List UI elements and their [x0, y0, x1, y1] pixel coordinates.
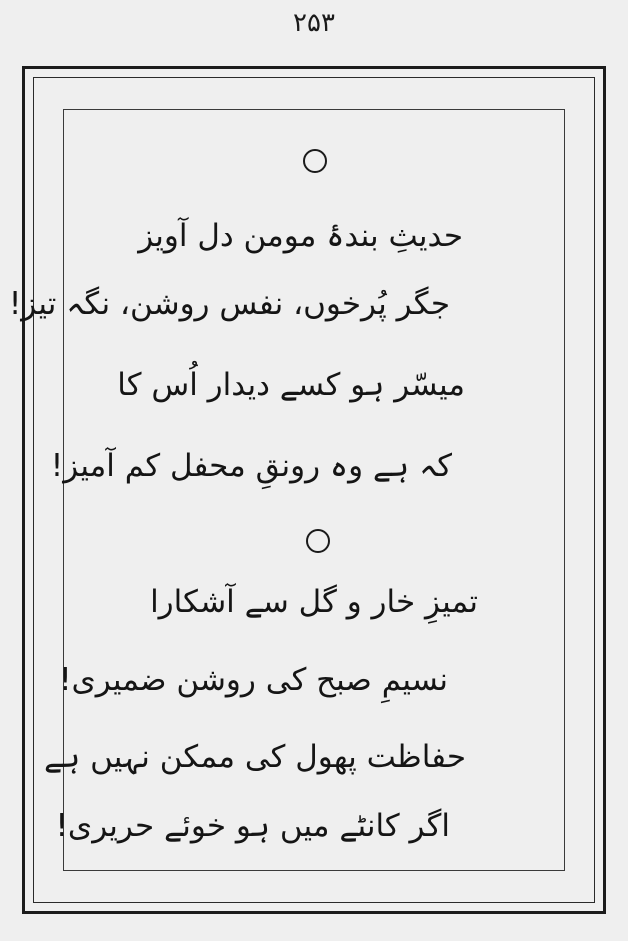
page-number: ۲۵۳ — [293, 8, 335, 38]
stanza-2-line-4: اگر کانٹے میں ہو خوئے حریری! — [55, 808, 450, 844]
stanza-1-line-3: میسّر ہو کسے دیدار اُس کا — [117, 367, 465, 403]
stanza-1-line-2: جگر پُرخوں، نفس روشن، نگہ تیز! — [8, 286, 450, 322]
stanza-2-line-1: تمیزِ خار و گل سے آشکارا — [150, 584, 478, 620]
stanza-ornament-circle — [303, 149, 327, 173]
stanza-2-line-3: حفاظت پھول کی ممکن نہیں ہے — [43, 739, 466, 775]
stanza-1-line-1: حدیثِ بندۂ مومن دل آویز — [138, 218, 463, 254]
page-border — [22, 66, 606, 914]
stanza-ornament-circle — [306, 529, 330, 553]
stanza-2-line-2: نسیمِ صبح کی روشن ضمیری! — [59, 662, 448, 698]
stanza-1-line-4: کہ ہے وہ رونقِ محفل کم آمیز! — [50, 448, 452, 484]
